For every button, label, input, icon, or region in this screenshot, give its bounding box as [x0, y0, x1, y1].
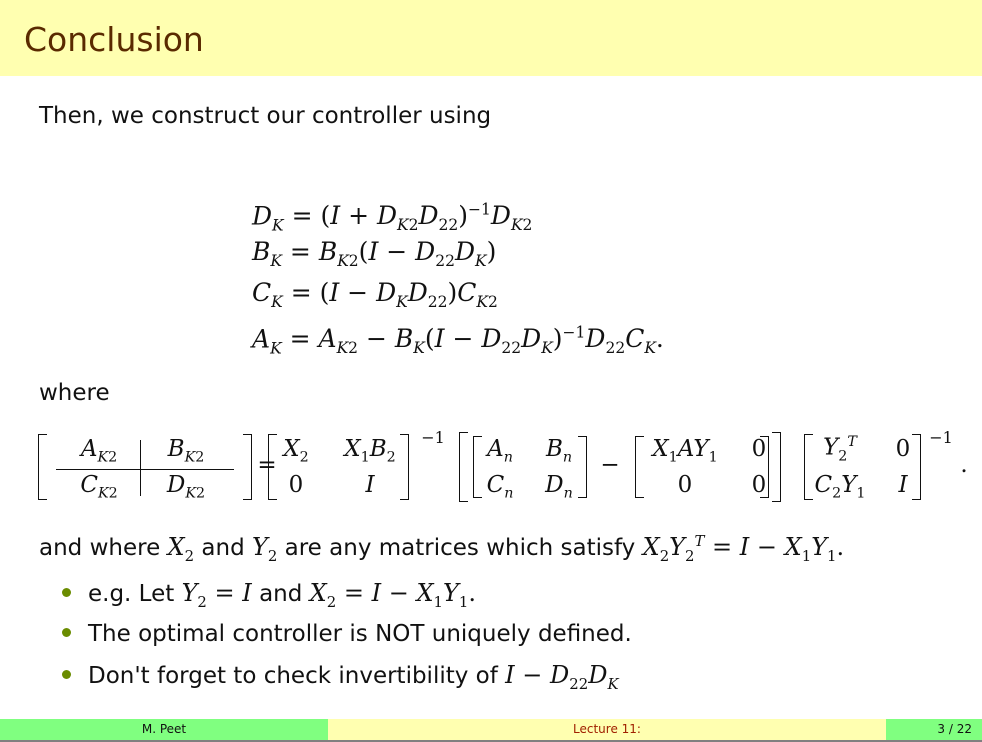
footer-bar: [0, 719, 982, 742]
m1-x2: $X_2$: [283, 436, 309, 466]
block-d-k2: $D_{K2}$: [166, 472, 206, 502]
minus-sign: −: [600, 452, 620, 478]
and-where-line: and where $X_2$ and $Y_2$ are any matrices which satisfy $X_2Y_2^T = I - X_1Y_1$.: [39, 532, 845, 565]
equation-ck: $C_K = (I - D_KD_{22})C_{K2}$: [252, 278, 498, 311]
bracket-left: [38, 434, 47, 500]
block-matrix-equation: [38, 430, 978, 505]
m3-zero: 0: [751, 472, 767, 498]
bullet-dot-icon: [62, 670, 71, 679]
m4-i: I: [898, 472, 908, 498]
bracket-right: [243, 434, 252, 500]
and-where-mid2: are any matrices which satisfy: [284, 535, 636, 561]
block-divider-horizontal: [56, 469, 234, 470]
m3-zero: 0: [751, 436, 767, 462]
m3-zero: 0: [677, 472, 693, 498]
equals-sign: =: [257, 452, 277, 478]
bullet-dot-icon: [62, 628, 71, 637]
footer-lecture: Lecture 11:: [328, 719, 886, 740]
m4-y2t: $Y_2^T$: [823, 434, 857, 465]
equation-bk: $B_K = B_{K2}(I - D_{22}D_K)$: [252, 237, 497, 270]
footer-page: [886, 719, 982, 740]
where-label: where: [39, 380, 110, 406]
equation-rhs: = $B_{K2}(I - D_{22}D_K)$: [289, 237, 497, 270]
bracket-right: [772, 432, 781, 502]
footer-author: M. Peet: [0, 719, 328, 740]
controller-equations: [252, 190, 664, 358]
m2-dn: $D_n$: [545, 472, 573, 502]
bullet-dot-icon: [62, 588, 71, 597]
m1-x1b2: $X_1B_2$: [344, 436, 396, 466]
intro-text: Then, we construct our controller using: [39, 103, 492, 129]
equation-rhs: = $(I - D_KD_{22})C_{K2}$: [290, 278, 498, 311]
equation-rhs: = $A_{K2} - B_K(I - D_{22}D_K)^{-1}D_{22}C_K$.: [289, 324, 664, 358]
m1-zero: 0: [288, 472, 304, 498]
m4-zero: 0: [895, 436, 911, 462]
m2-an: $A_n$: [487, 436, 513, 466]
equation-rhs: = $(I + D_{K2}D_{22})^{-1}D_{K2}$: [291, 201, 533, 235]
m2-cn: $C_n$: [486, 472, 514, 502]
block-c-k2: $C_{K2}$: [80, 472, 118, 502]
m1-i: I: [365, 472, 375, 498]
inverse-exponent: −1: [929, 428, 953, 447]
and-where-prefix: and where: [39, 535, 161, 561]
block-a-k2: $A_{K2}$: [80, 436, 118, 466]
page-number: 3 / 22: [937, 722, 972, 736]
period: .: [960, 452, 968, 478]
equation-dk: $D_K = (I + D_{K2}D_{22})^{-1}D_{K2}$: [252, 201, 533, 235]
inverse-exponent: −1: [421, 428, 445, 447]
list-item: The optimal controller is NOT uniquely defined.: [62, 614, 632, 655]
list-item: e.g. Let $Y_2 = I$ and $X_2 = I - X_1Y_1$.: [62, 573, 632, 614]
list-item: Don't forget to check invertibility of $I - D_{22}D_K$: [62, 655, 632, 696]
title-band: [0, 0, 982, 76]
slide-title: Conclusion: [24, 20, 204, 59]
block-b-k2: $B_{K2}$: [167, 436, 205, 466]
bullet-list: [62, 573, 632, 696]
bracket-left: [459, 432, 468, 502]
equation-ak: $A_K = A_{K2} - B_K(I - D_{22}D_K)^{-1}D_{22}C_K$.: [252, 324, 664, 358]
and-where-mid1: and: [201, 535, 245, 561]
block-divider-vertical: [140, 440, 141, 496]
m3-x1ay1: $X_1AY_1$: [652, 436, 718, 466]
m4-c2y1: $C_2Y_1$: [814, 472, 866, 502]
m2-bn: $B_n$: [545, 436, 573, 466]
